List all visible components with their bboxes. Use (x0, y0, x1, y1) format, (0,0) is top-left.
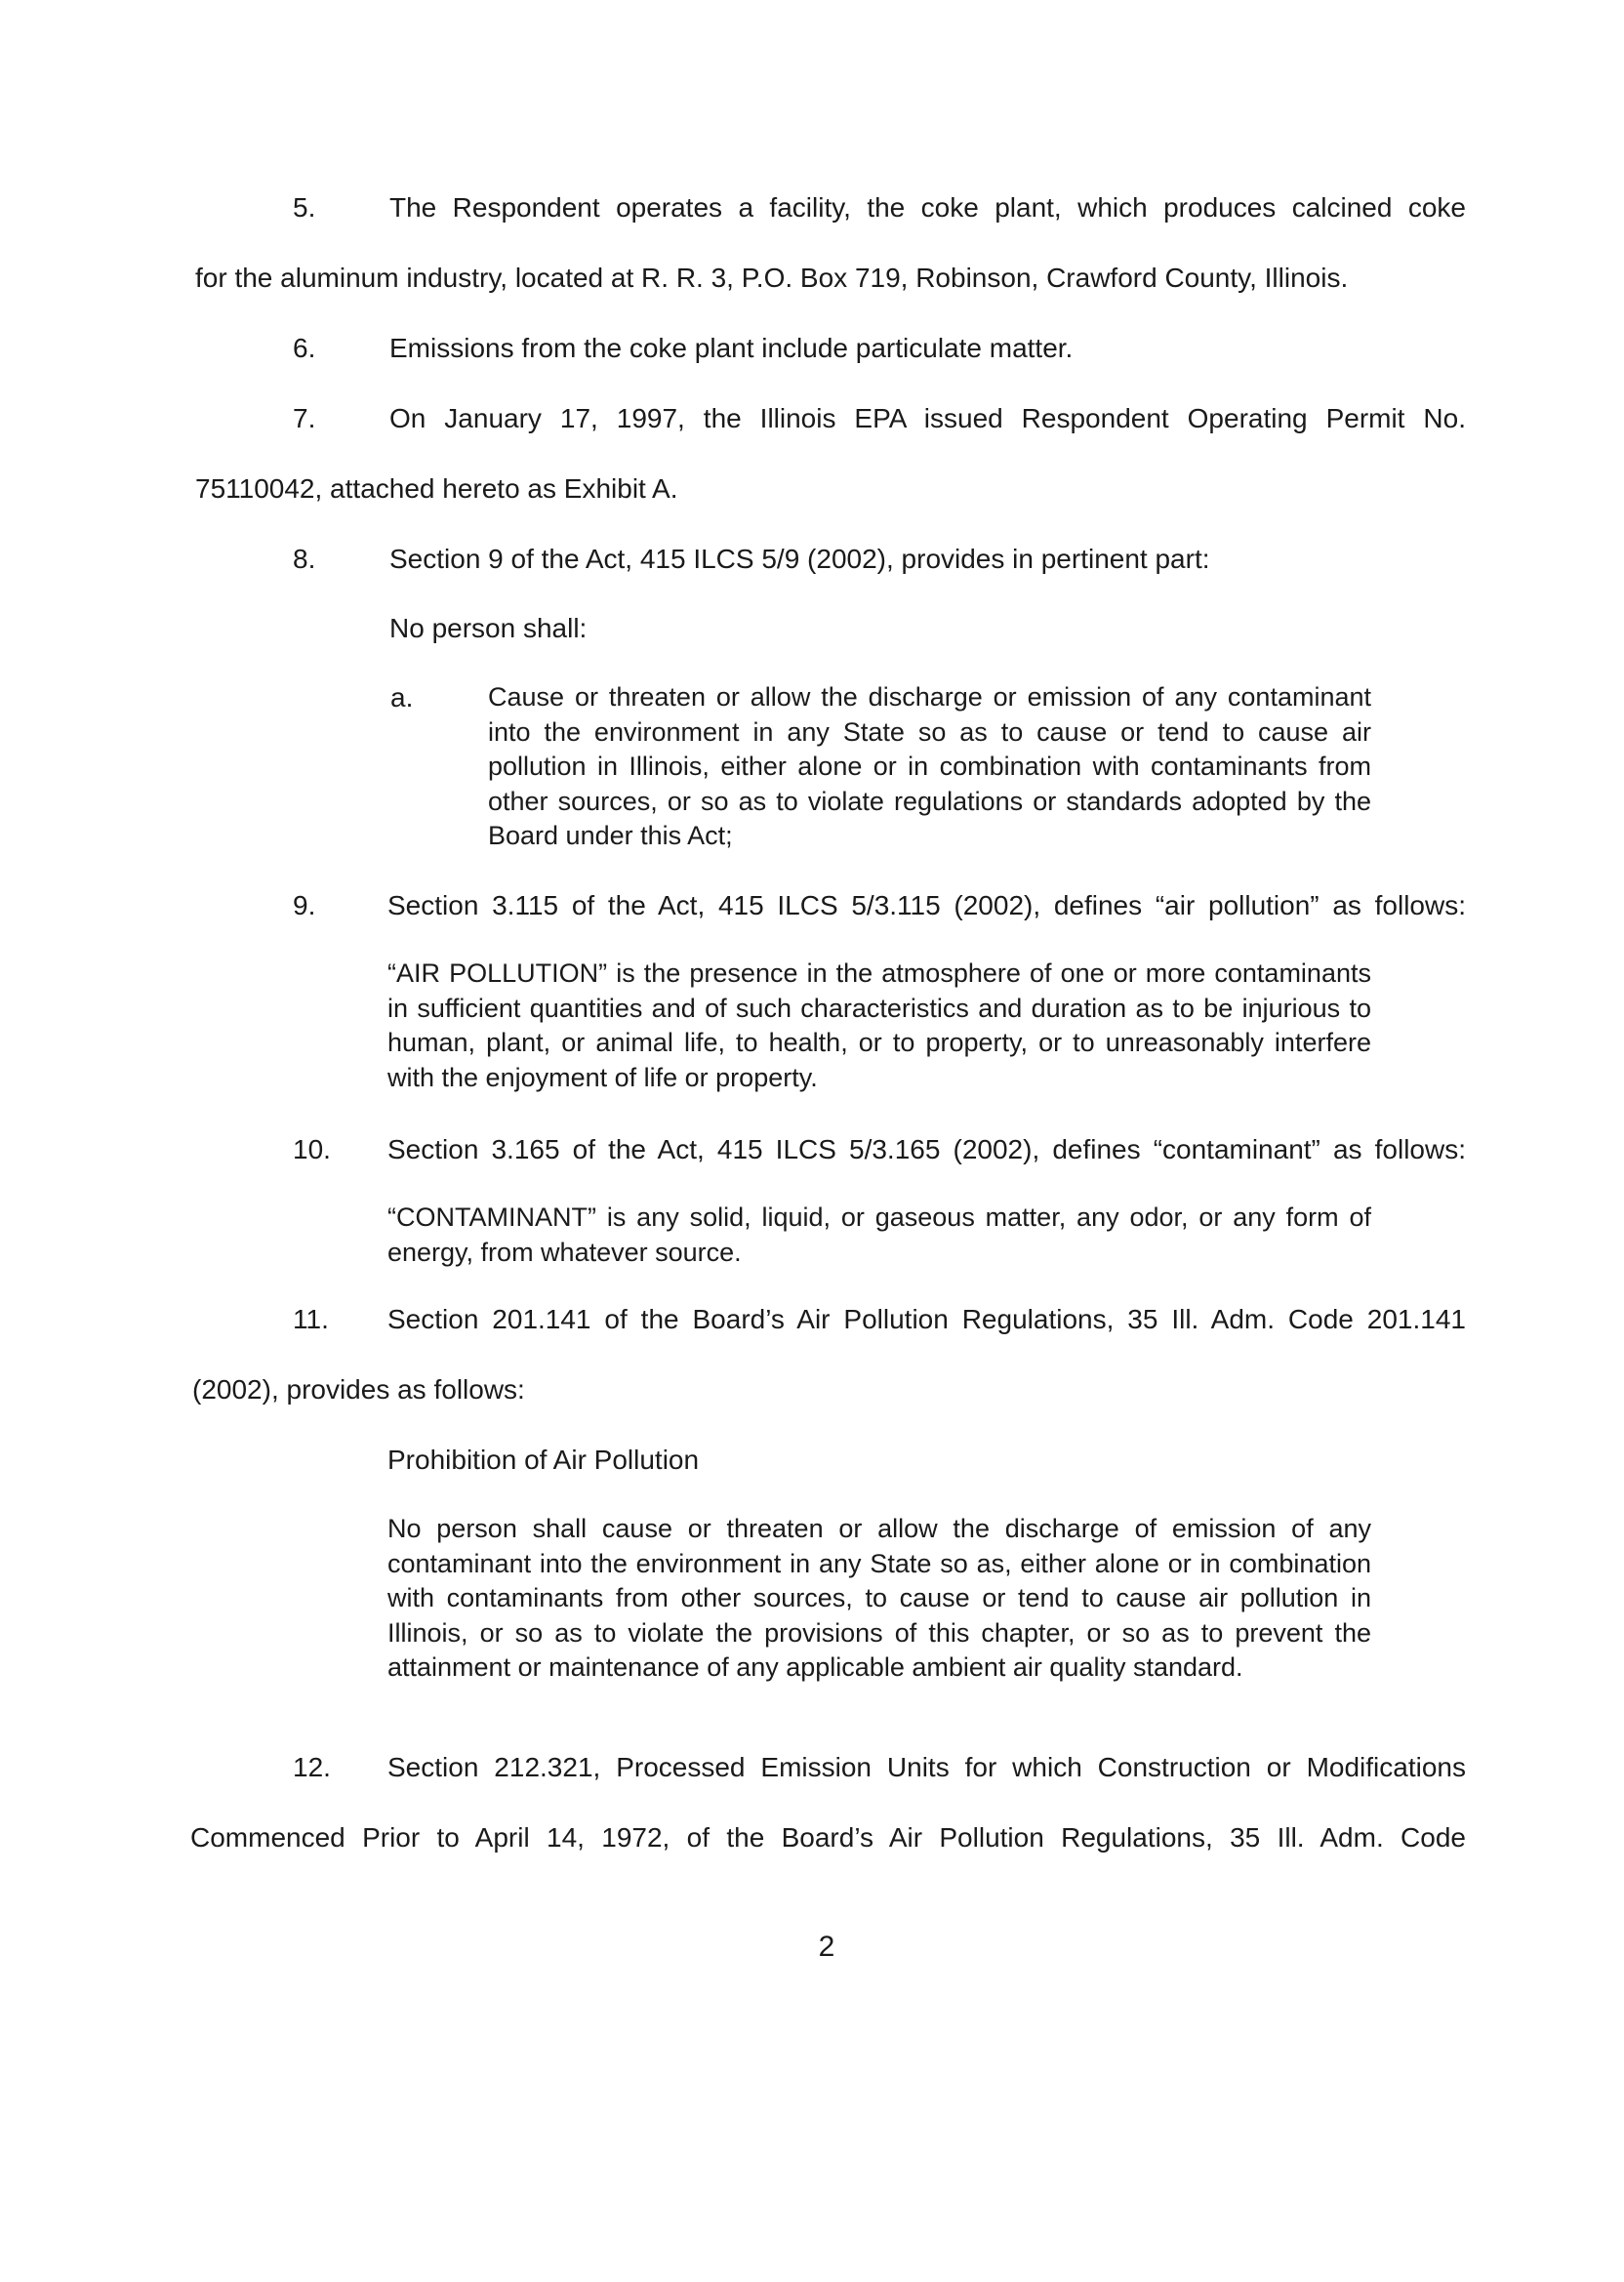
paragraph-10-quote: “CONTAMINANT” is any solid, liquid, or gaseous matter, any odor, or any form of energy, from whatever source. (387, 1202, 1371, 1267)
paragraph-11-number: 11. (293, 1304, 329, 1334)
paragraph-8-number: 8. (293, 544, 316, 574)
paragraph-10-number: 10. (293, 1134, 331, 1164)
paragraph-12-line-1: Section 212.321, Processed Emission Units for which Construction or Modifications (387, 1752, 1466, 1782)
paragraph-10-line-1: Section 3.165 of the Act, 415 ILCS 5/3.165 (2002), defines “contaminant” as follows: (387, 1134, 1466, 1164)
paragraph-5-line-2: for the aluminum industry, located at R. R. 3, P.O. Box 719, Robinson, Crawford County, Illinois. (195, 263, 1349, 293)
paragraph-6-line-1: Emissions from the coke plant include particulate matter. (389, 333, 1074, 363)
paragraph-5-number: 5. (293, 192, 316, 223)
paragraph-7-line-2: 75110042, attached hereto as Exhibit A. (195, 473, 678, 504)
paragraph-6-number: 6. (293, 333, 316, 363)
paragraph-7-line-1: On January 17, 1997, the Illinois EPA issued Respondent Operating Permit No. (389, 403, 1466, 433)
paragraph-8-item-text: Cause or threaten or allow the discharge or emission of any contaminant into the environment in any State so as to cause or tend to cause air pollution in Illinois, either alone or in combination with contaminants from other sources, or so as to violate regulations or standards adopted by the Board under this Act; (488, 682, 1371, 850)
paragraph-9-number: 9. (293, 890, 316, 920)
page-number: 2 (818, 1931, 835, 1963)
paragraph-12-number: 12. (293, 1752, 331, 1782)
paragraph-7-number: 7. (293, 403, 316, 433)
paragraph-9-quote: “AIR POLLUTION” is the presence in the atmosphere of one or more contaminants in sufficient quantities and of such characteristics and duration as to be injurious to human, plant, or animal life, to health, or to property, or to unreasonably interfere with the enjoyment of life or property. (387, 958, 1371, 1092)
paragraph-8-line-1: Section 9 of the Act, 415 ILCS 5/9 (2002), provides in pertinent part: (389, 544, 1210, 574)
paragraph-11-quote: No person shall cause or threaten or allow the discharge of emission of any contaminant into the environment in any State so as, either alone or in combination with contaminants from other sources, to cause or tend to cause air pollution in Illinois, or so as to violate the provisions of this chapter, or so as to prevent the attainment or maintenance of any applicable ambient air quality standard. (387, 1514, 1371, 1682)
paragraph-11-quote-title: Prohibition of Air Pollution (387, 1445, 700, 1475)
paragraph-11-line-2: (2002), provides as follows: (192, 1374, 525, 1405)
paragraph-8-item-letter: a. (390, 682, 414, 713)
paragraph-12-line-2: Commenced Prior to April 14, 1972, of the Board’s Air Pollution Regulations, 35 Ill. Adm. Code (190, 1822, 1466, 1853)
paragraph-5-line-1: The Respondent operates a facility, the coke plant, which produces calcined coke (389, 192, 1466, 223)
paragraph-9-line-1: Section 3.115 of the Act, 415 ILCS 5/3.115 (2002), defines “air pollution” as follows: (387, 890, 1466, 920)
paragraph-11-line-1: Section 201.141 of the Board’s Air Pollution Regulations, 35 Ill. Adm. Code 201.141 (387, 1304, 1466, 1334)
paragraph-8-quote-intro: No person shall: (389, 613, 588, 643)
